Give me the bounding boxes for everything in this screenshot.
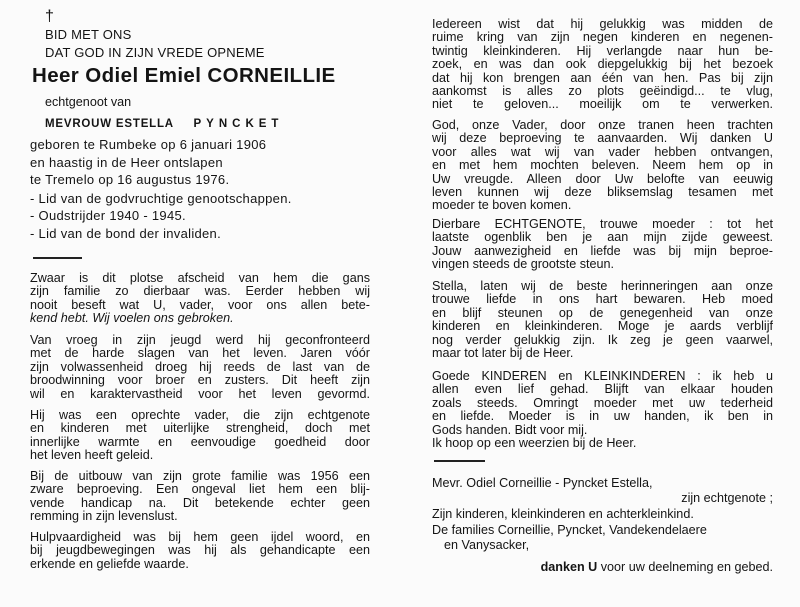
text-line: remming in zijn levenslust. [30,509,178,524]
text-line: met de harde slagen van het leven. Jaren vóór [30,347,370,361]
text-line: aankomst is alles zo plots geëindigd... te vlug, [432,84,773,98]
life-line: te Tremelo op 16 augustus 1976. [30,172,230,187]
text-line: vende handicap na. Dit betekende echter geen [30,496,370,510]
text-line: nooit beseft wat U, vader, voor ons allen bete- [30,298,370,312]
text-line: Goede KINDEREN en KLEINKINDEREN : ik heb u [432,370,773,383]
right-paragraph [432,370,773,450]
text-line: wil en karaktervastheid voor het leven gevormd. [30,387,370,401]
text-line: Dierbare ECHTGENOTE, trouwe moeder : tot het [432,218,773,231]
right-paragraph [432,218,773,272]
text-line: laatste ogenblik ben je aan mijn zijde geweest. [432,231,773,245]
text-line: Uw vreugde. Alleen door Uw belofte van eeuwig [432,172,773,186]
thanks-bold: danken U [540,560,598,574]
text-line: en kinderen met uiterlijke strengheid, doch met [30,422,370,436]
text-line: erkende en geliefde waarde. [30,556,189,571]
text-line: innerlijke warmte en eenvoudige goedheid door [30,435,370,449]
text-line: zijn familie zo dierbaar was. Eerder hebben wij [30,285,370,299]
deceased-name: Heer Odiel Emiel CORNEILLIE [32,64,336,87]
text-line: Jouw aanwezigheid en liefde was bij mijn beproe- [432,244,773,258]
thanks-line [432,561,773,574]
text-line: allen even lief gehad. Blijft van elkaar houden [432,383,773,397]
left-paragraph [30,334,370,401]
right-paragraph [432,280,773,360]
membership-item: - Lid van de bond der invaliden. [30,225,222,241]
text-line: het leven heeft geleid. [30,448,154,463]
divider [434,460,485,462]
left-paragraph [30,409,370,463]
text-line: en liefde. Moeder is in uw handen, ik ben in [432,410,773,424]
text-line: zijn volwassenheid droeg hij reeds de last van de [30,360,370,374]
memberships [30,190,370,243]
text-line: zoek, en was dan ook diepgelukkig bij het bezoek [432,58,773,72]
families-line: en Vanysacker, [444,538,530,552]
spouse-name [45,114,370,134]
text-line: maar tot later bij de Heer. [432,345,574,360]
text-line: twintig kleinkinderen. Hij verlangde naar hun be- [432,44,773,58]
right-paragraph [432,119,773,213]
text-line: zoals steeds. Omringt moeder met uw tederheid [432,396,773,410]
text-line: ruime kring van zijn negen kinderen en negenen- [432,31,773,45]
text-line: Hulpvaardigheid was bij hem geen ijdel woord, en [30,531,370,544]
text-line: Hij was een oprechte vader, die zijn echtgenote [30,409,370,422]
text-line: kend hebt. Wij voelen ons gebroken. [30,311,234,326]
widow-role: zijn echtgenote ; [681,491,773,505]
spouse-surname: PYNCKET [193,118,284,130]
text-line: moeder te boven komen. [432,198,572,213]
text-line: broodwinning voor broer en zusters. Dit heeft zijn [30,374,370,388]
text-line: niet te geloven... moeilijk om te verwerken. [432,98,773,112]
text-line: en blijf steunen op de genegenheid van onze [432,306,773,320]
text-line: wij deze beproeving te aanvaarden. Wij danken U [432,132,773,146]
text-line: zware beproeving. Een ongeval liet hem een blij- [30,483,370,497]
text-line: bij jeugdbewegingen was hij als gehandicapte een [30,544,370,558]
left-paragraph [30,531,370,571]
children-line: Zijn kinderen, kleinkinderen en achterkleinkind. [432,507,694,521]
right-paragraph [432,18,773,112]
thanks-rest: voor uw deelneming en gebed. [597,560,773,574]
text-line: kinderen en kleinkinderen. Moge je aards verblijf [432,320,773,334]
divider [33,257,82,259]
signature-block [432,475,773,574]
text-line: vingen steeds de grootste steun. [432,257,615,272]
life-dates [30,136,370,189]
text-line: Ik hoop op een weerzien bij de Heer. [432,435,637,450]
text-line: dat hij kon brengen aan één van hen. Pas bij zijn [432,71,773,85]
memorial-header [30,8,370,242]
life-line: en haastig in de Heer ontslapen [30,154,223,170]
left-paragraph [30,272,370,326]
prayer-line: BID MET ONS [45,27,132,42]
text-line: Stella, laten wij de beste herinneringen aan onze [432,280,773,293]
text-line: Gods handen. Bidt voor mij. [432,422,588,437]
text-line: Iedereen wist dat hij gelukkig was midden de [432,18,773,31]
life-line: geboren te Rumbeke op 6 januari 1906 [30,137,267,152]
membership-item: - Oudstrijder 1940 - 1945. [30,208,186,223]
text-line: trouwe liefde in ons hart bewaren. Heb moed [432,293,773,307]
text-line: Bij de uitbouw van zijn grote familie was 1956 een [30,470,370,483]
text-line: God, onze Vader, door onze tranen heen trachten [432,119,773,132]
widow-name: Mevr. Odiel Corneillie - Pyncket Estella, [432,476,653,490]
cross-icon: † [45,8,55,25]
text-line: voor alles wat wij van vader hebben ontvangen, [432,145,773,159]
prayer-line: DAT GOD IN ZIJN VREDE OPNEME [45,45,265,60]
text-line: nog verder gelukkig zijn. Ik zeg je geen vaarwel, [432,333,773,347]
text-line: Zwaar is dit plotse afscheid van hem die gans [30,272,370,285]
spouse-prefix: MEVROUW ESTELLA [45,118,174,130]
left-paragraph [30,470,370,524]
text-line: en met hem mochten beleven. Neem hem op in [432,159,773,173]
membership-item: - Lid van de godvruchtige genootschappen. [30,190,292,206]
text-line: leven kunnen wij deze bliksemslag tesamen met [432,185,773,199]
spouse-label: echtgenoot van [45,95,132,109]
families-line: De families Corneillie, Pyncket, Vandekendelaere [432,523,707,537]
text-line: Van vroeg in zijn jeugd werd hij geconfronteerd [30,334,370,347]
